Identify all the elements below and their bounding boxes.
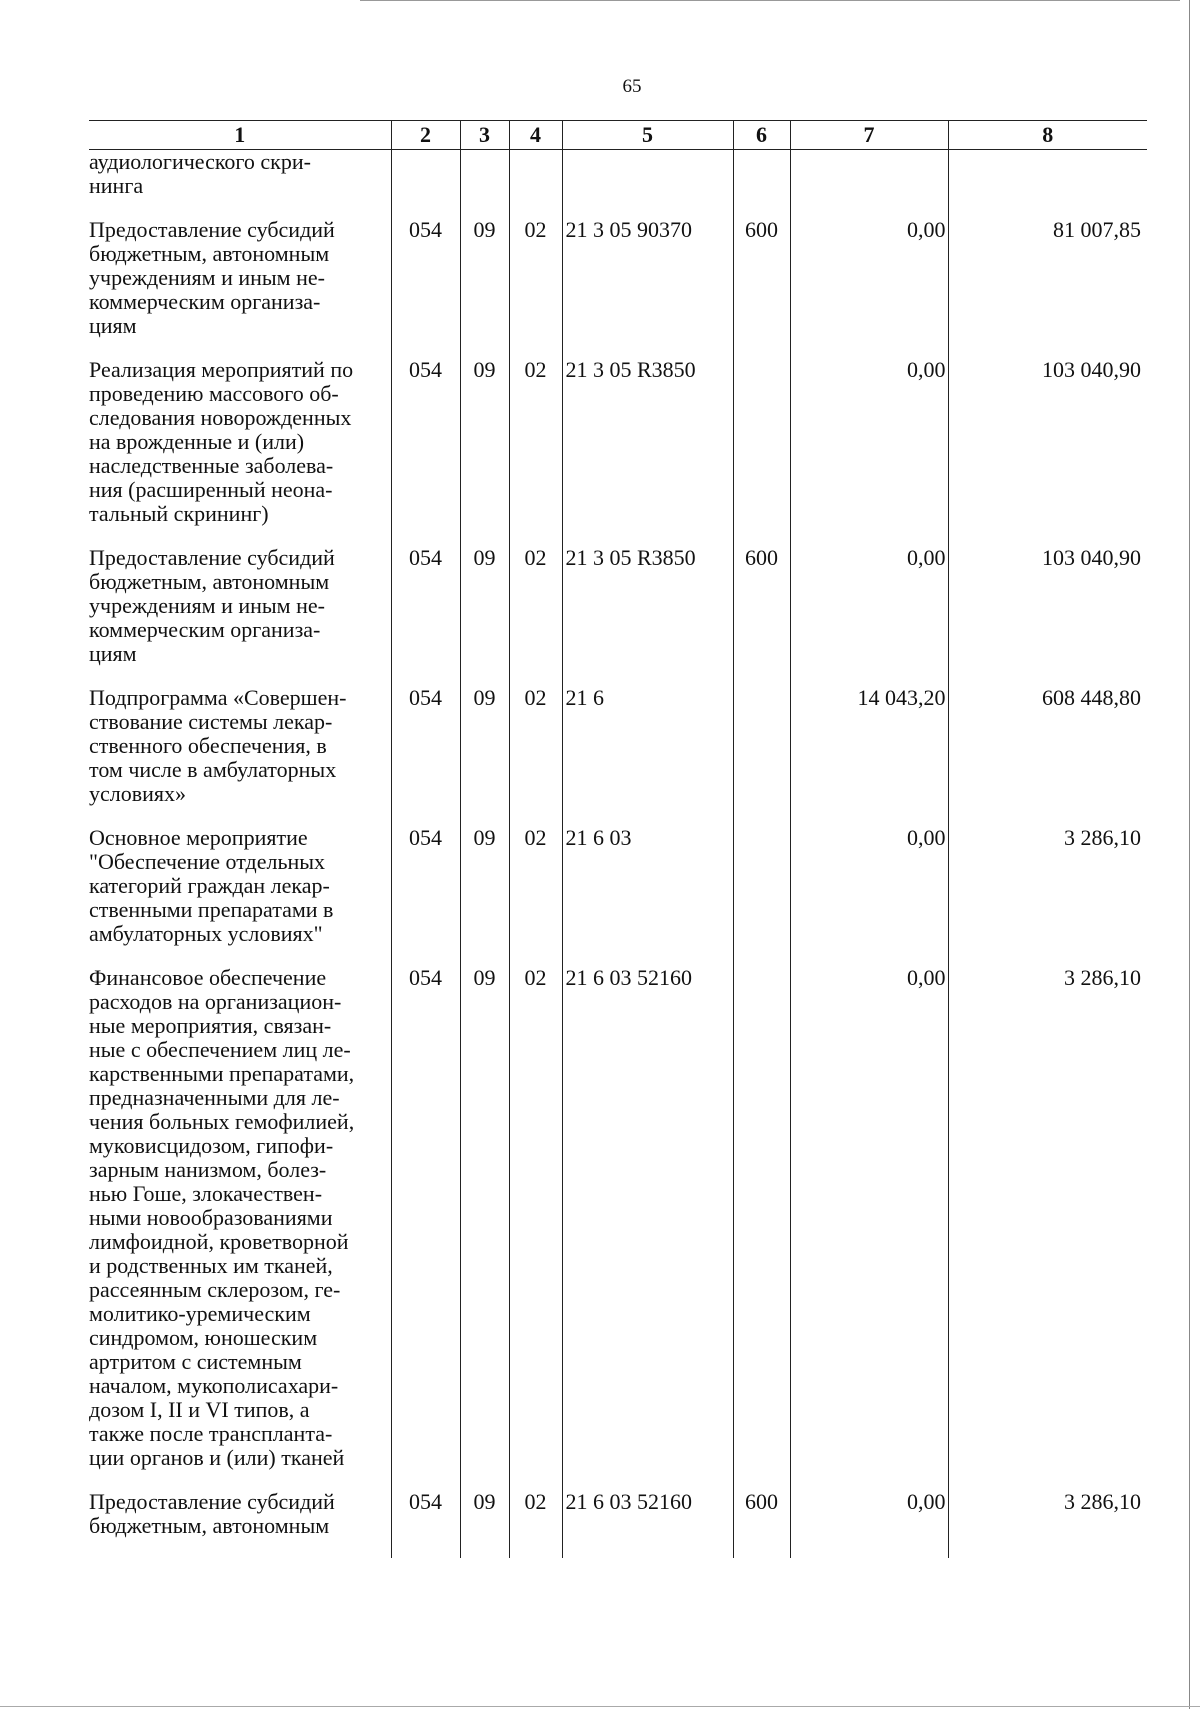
cell-amount-7: 14 043,20 <box>790 686 948 826</box>
scan-border-top <box>360 0 1180 1</box>
cell-ministry <box>391 150 460 219</box>
cell-expense-type <box>733 686 790 826</box>
cell-article: 21 3 05 R3850 <box>562 358 733 546</box>
cell-amount-8: 81 007,85 <box>948 218 1147 358</box>
cell-article: 21 6 03 52160 <box>562 1490 733 1558</box>
cell-article: 21 3 05 90370 <box>562 218 733 358</box>
cell-amount-8: 3 286,10 <box>948 1490 1147 1558</box>
cell-subsection: 02 <box>509 546 562 686</box>
cell-section: 09 <box>460 966 509 1490</box>
cell-subsection: 02 <box>509 1490 562 1558</box>
cell-section: 09 <box>460 826 509 966</box>
cell-amount-7: 0,00 <box>790 966 948 1490</box>
cell-ministry: 054 <box>391 218 460 358</box>
cell-name: Реализация мероприятий по проведению массового об- следования новорожденных на врожденные и (или) наследственные заболева- ния (расширенный неона- тальный скрининг) <box>89 357 354 526</box>
cell-ministry: 054 <box>391 546 460 686</box>
cell-expense-type <box>733 150 790 219</box>
table-row <box>89 826 1147 966</box>
cell-subsection: 02 <box>509 218 562 358</box>
table-row <box>89 686 1147 826</box>
cell-article: 21 6 <box>562 686 733 826</box>
cell-amount-7 <box>790 150 948 219</box>
cell-expense-type: 600 <box>733 546 790 686</box>
cell-amount-7: 0,00 <box>790 1490 948 1558</box>
cell-ministry: 054 <box>391 358 460 546</box>
column-header: 8 <box>948 121 1147 150</box>
table-row <box>89 546 1147 686</box>
table-row <box>89 358 1147 546</box>
header-row <box>89 121 1147 150</box>
cell-expense-type: 600 <box>733 218 790 358</box>
cell-section <box>460 150 509 219</box>
cell-amount-7: 0,00 <box>790 826 948 966</box>
cell-name: Предоставление субсидий бюджетным, автономным учреждениям и иным не- коммерческим организа- циям <box>89 545 335 666</box>
cell-amount-8: 103 040,90 <box>948 546 1147 686</box>
cell-expense-type <box>733 966 790 1490</box>
cell-amount-8: 3 286,10 <box>948 826 1147 966</box>
cell-article: 21 6 03 <box>562 826 733 966</box>
budget-table <box>89 120 1147 1558</box>
cell-amount-8: 103 040,90 <box>948 358 1147 546</box>
cell-amount-7: 0,00 <box>790 358 948 546</box>
cell-name: Основное мероприятие "Обеспечение отдельных категорий граждан лекар- ственными препаратами в амбулаторных условиях" <box>89 825 334 946</box>
cell-amount-8: 608 448,80 <box>948 686 1147 826</box>
column-header: 5 <box>562 121 733 150</box>
cell-subsection: 02 <box>509 686 562 826</box>
column-header: 7 <box>790 121 948 150</box>
table-row <box>89 966 1147 1490</box>
cell-amount-7: 0,00 <box>790 546 948 686</box>
column-header: 2 <box>391 121 460 150</box>
cell-section: 09 <box>460 218 509 358</box>
table-body <box>89 150 1147 1559</box>
cell-subsection: 02 <box>509 826 562 966</box>
cell-expense-type: 600 <box>733 1490 790 1558</box>
cell-article <box>562 150 733 219</box>
cell-section: 09 <box>460 546 509 686</box>
column-header: 1 <box>89 121 391 150</box>
cell-ministry: 054 <box>391 826 460 966</box>
column-header: 4 <box>509 121 562 150</box>
cell-name: Финансовое обеспечение расходов на организацион- ные мероприятия, связан- ные с обеспечением лиц ле- карственными препаратами, предназначенными для ле- чения больных гемофилией, муковисцидозом, гипофи- зарным нанизмом, болез- нью Гоше, злокачествен- ными новообразованиями лимфоидной, кроветворной и родственных им тканей, рассеянным склерозом, ге- молитико-уремическим синдромом, юношеским артритом с системным началом, мукополисахари- дозом I, II и VI типов, а также после транспланта- ции органов и (или) тканей <box>89 965 355 1470</box>
cell-section: 09 <box>460 686 509 826</box>
cell-article: 21 6 03 52160 <box>562 966 733 1490</box>
cell-name: аудиологического скри- нинга <box>89 149 311 198</box>
page-number: 65 <box>622 76 642 97</box>
scan-border-right <box>1189 0 1190 1709</box>
table-row <box>89 218 1147 358</box>
cell-amount-8 <box>948 150 1147 219</box>
table-row <box>89 150 1147 219</box>
cell-expense-type <box>733 358 790 546</box>
cell-subsection: 02 <box>509 358 562 546</box>
cell-article: 21 3 05 R3850 <box>562 546 733 686</box>
column-header: 6 <box>733 121 790 150</box>
cell-name: Предоставление субсидий бюджетным, автономным учреждениям и иным не- коммерческим организа- циям <box>89 217 335 338</box>
cell-name: Предоставление субсидий бюджетным, автономным <box>89 1489 335 1538</box>
cell-section: 09 <box>460 358 509 546</box>
cell-amount-8: 3 286,10 <box>948 966 1147 1490</box>
cell-subsection: 02 <box>509 966 562 1490</box>
cell-ministry: 054 <box>391 966 460 1490</box>
cell-name: Подпрограмма «Совершен- ствование системы лекар- ственного обеспечения, в том числе в амбулаторных условиях» <box>89 685 347 806</box>
cell-ministry: 054 <box>391 686 460 826</box>
table-row <box>89 1490 1147 1558</box>
cell-amount-7: 0,00 <box>790 218 948 358</box>
cell-subsection <box>509 150 562 219</box>
cell-section: 09 <box>460 1490 509 1558</box>
cell-expense-type <box>733 826 790 966</box>
column-header: 3 <box>460 121 509 150</box>
cell-ministry: 054 <box>391 1490 460 1558</box>
scan-border-bottom <box>0 1706 1200 1707</box>
